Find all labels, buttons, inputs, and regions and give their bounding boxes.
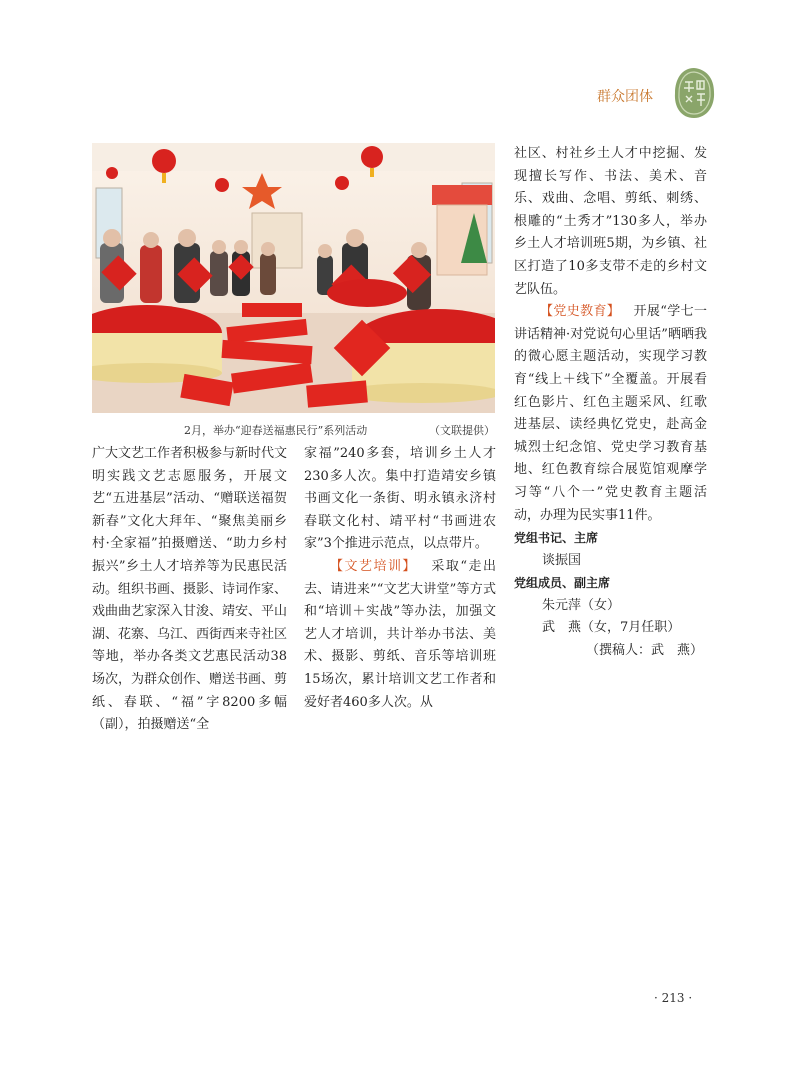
role-label: 党组成员、副主席: [514, 576, 611, 591]
section-title: 群众团体: [597, 89, 653, 105]
text-column-2: [304, 443, 496, 714]
page-number: · 213 ·: [654, 991, 693, 1005]
paragraph-text: 采取“走出去、请进来”“文艺大讲堂”等方式和“培训＋实战”等办法，加强文艺人才培训，共计举办书法、美术、摄影、剪纸、音乐等培训班15场次，累计培训文艺工作者和爱好者460多人次。从: [304, 558, 496, 710]
person-name: 武 燕（女，7月任职）: [542, 620, 681, 636]
photo-illustration: [92, 143, 495, 413]
section-tag: 【党史教育】: [540, 304, 621, 320]
paragraph: 社区、村社乡土人才中挖掘、发现擅长写作、书法、美术、音乐、戏曲、念唱、剪纸、刺绣、根雕的“土秀才”130多人，举办乡土人才培训班5期，为乡镇、社区打造了10多支带不走的乡村文艺队伍。: [514, 146, 707, 297]
author-credit: （撰稿人：武 燕）: [585, 643, 703, 659]
person-name: 谈振国: [542, 552, 582, 568]
caption-text: 2月，举办“迎春送福惠民行”系列活动: [184, 424, 368, 437]
person-name: 朱元萍（女）: [542, 597, 621, 613]
paragraph: 广大文艺工作者积极参与新时代文明实践文艺志愿服务，开展文艺“五进基层”活动、“赠联送福贺新春”文化大拜年、“聚焦美丽乡村·全家福”拍摄赠送、“助力乡村振兴”乡土人才培养等为民惠民活动。组织书画、摄影、诗词作家、戏曲曲艺家深入甘浚、靖安、平山湖、花寨、乌江、西街西来寺社区等地，举办各类文艺惠民活动38场次，为群众创作、赠送书画、剪纸、春联、“福”字8200多幅（副），拍摄赠送“全: [92, 446, 288, 733]
paragraph-text: 开展“学七一讲话精神·对党说句心里话”晒晒我的微心愿主题活动，实现学习教育“线上＋线下”全覆盖。开展看红色影片、红色主题采风、红歌进基层、读经典忆党史，赴高金城烈士纪念馆、党史学习教育基地、红色教育综合展览馆观摩学习等“八个一”党史教育主题活动，办理为民实事11件。: [514, 304, 707, 523]
section-tag: 【文艺培训】: [330, 558, 417, 574]
role-label: 党组书记、主席: [514, 531, 599, 546]
caption-credit: （文联提供）: [429, 424, 495, 437]
paragraph-training: [304, 556, 496, 714]
paragraph: 家福”240多套，培训乡土人才230多人次。集中打造靖安乡镇书画文化一条街、明永镇永济村春联文化村、靖平村“书画进农家”3个推进示范点，以点带片。: [304, 446, 496, 552]
text-column-3: [514, 143, 707, 663]
text-column-1: [92, 443, 287, 737]
seal-logo: [672, 66, 716, 120]
event-photo: [92, 143, 495, 413]
paragraph-party-history: [514, 301, 707, 527]
